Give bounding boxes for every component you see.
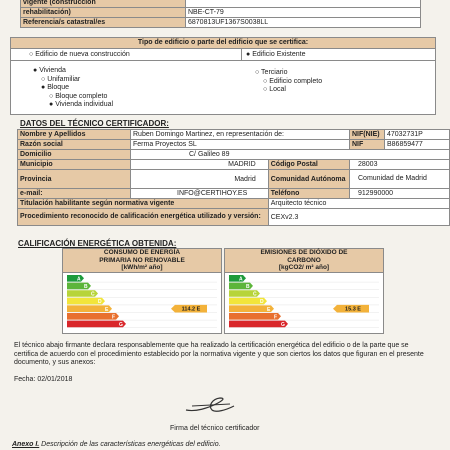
domicilio-value-text: C/ Galileo 89	[189, 151, 230, 158]
consumo-bar-label-f: F	[112, 313, 116, 320]
option-vivienda-label: Vivienda	[39, 67, 66, 74]
emisiones-header	[225, 249, 383, 273]
consumo-chart	[62, 248, 222, 334]
provincia-value-text: Madrid	[234, 175, 256, 183]
ca-value-text: Comunidad de Madrid	[358, 175, 427, 183]
consumo-bar-a	[67, 275, 84, 282]
emisiones-chart	[224, 248, 384, 334]
consumo-header-line-1: CONSUMO DE ENERGÍA	[103, 249, 181, 256]
consumo-bar-label-e: E	[105, 306, 109, 313]
consumo-bar-label-b: B	[84, 283, 88, 290]
municipio-value	[131, 160, 269, 170]
option-edificio-completo[interactable]: ○ Edificio completo	[263, 77, 323, 85]
municipio-value-text: MADRID	[228, 161, 256, 168]
titulacion-label-text: Titulación habilitante según normativa vigente	[20, 200, 175, 207]
top-row-0-value-text: NBE-CT-79	[188, 9, 224, 16]
domicilio-value	[131, 150, 450, 160]
consumo-bar-label-a: A	[77, 275, 81, 282]
option-existing-label: Edificio Existente	[252, 51, 306, 58]
razon-value	[131, 140, 350, 150]
top-table	[20, 0, 421, 28]
declaration-text: El técnico abajo firmante declara responsablemente que ha realizado la certificación energética del edificio o de la parte que se certifica de acuerdo con el procedimiento establecido por la normativa vigente y que son ciertos los datos que figuran en el presente documento, y sus anexos:	[14, 342, 424, 366]
consumo-bar-label-d: D	[98, 298, 102, 305]
option-new-label: Edificio de nueva construcción	[35, 51, 130, 58]
consumo-bar-label-c: C	[91, 291, 95, 298]
emisiones-rating-value: 15.3 E	[345, 306, 361, 313]
option-unifamiliar[interactable]: ○ Unifamiliar	[41, 75, 81, 83]
email-label	[18, 189, 131, 199]
municipio-label	[18, 160, 131, 170]
top-row-1-value-text: 6870813UF1367S0038LL	[188, 19, 269, 26]
top-row-1-label-text: Referencia/s catastral/es	[23, 19, 106, 26]
calificacion-title: CALIFICACIÓN ENERGÉTICA OBTENIDA:	[18, 239, 177, 248]
name-label-text: Nombre y Apellidos	[20, 131, 86, 138]
option-vivienda-individual-label: Vivienda individual	[55, 101, 114, 108]
name-value	[131, 130, 350, 140]
option-local[interactable]: ○ Local	[263, 86, 286, 93]
consumo-header-line-3: [kWh/m² año]	[121, 264, 163, 271]
option-edificio-completo-label: Edificio completo	[269, 77, 323, 85]
cp-value-text: 28003	[358, 161, 378, 168]
anexo-line	[12, 441, 221, 450]
cp-label-text: Código Postal	[270, 161, 318, 168]
option-unifamiliar-label: Unifamiliar	[47, 75, 81, 83]
nif-nie-label-text: NIF(NIE)	[352, 131, 380, 138]
right-options	[245, 67, 322, 110]
consumo-rating-value: 114.2 E	[181, 306, 201, 313]
top-row-0-value	[186, 8, 421, 18]
consumo-bar-label-g: G	[119, 321, 123, 328]
nif-nie-value-text: 47032731P	[387, 131, 423, 138]
email-label-text: e-mail:	[20, 190, 43, 197]
email-value[interactable]	[131, 189, 269, 199]
option-vivienda[interactable]: ● Vivienda	[33, 67, 66, 74]
anexo-bold: Anexo I.	[12, 441, 40, 448]
firma-text: Firma del técnico certificador	[170, 425, 260, 432]
telefono-label-text: Teléfono	[270, 190, 300, 197]
emisiones-bar-label-d: D	[260, 298, 264, 305]
provincia-label-text: Provincia	[20, 175, 52, 183]
razon-label-text: Razón social	[20, 141, 63, 148]
titulacion-value	[268, 199, 449, 209]
cp-label	[268, 160, 349, 170]
nif-label-text: NIF	[352, 141, 364, 148]
top-row-1-label	[21, 18, 186, 28]
emisiones-bar-label-g: G	[281, 321, 285, 328]
emisiones-bar-label-c: C	[253, 291, 257, 298]
nif-nie-value	[385, 130, 450, 140]
top-row-0-label	[21, 8, 186, 18]
option-bloque[interactable]: ● Bloque	[41, 84, 69, 91]
procedimiento-label-text: Procedimiento reconocido de calificación energética utilizado y versión:	[20, 213, 261, 221]
ca-label-text: Comunidad Autónoma	[270, 175, 346, 183]
ca-value	[350, 170, 450, 189]
email-value-text: INFO@CERTIHOY.ES	[177, 190, 248, 197]
emisiones-bar-a	[229, 275, 246, 282]
top-row-0-label-text: rehabilitación)	[23, 9, 71, 16]
option-bloque-label: Bloque	[47, 84, 69, 91]
emisiones-header-line-2: CARBONO	[287, 256, 321, 264]
emisiones-bar-label-f: F	[274, 313, 278, 320]
name-value-text: Ruben Domingo Martinez, en representación de:	[133, 131, 284, 138]
telefono-label	[268, 189, 349, 199]
option-local-label: Local	[269, 86, 286, 93]
name-label	[18, 130, 131, 140]
option-terciario[interactable]: ○ Terciario	[255, 69, 288, 76]
top-cut-label	[21, 0, 186, 8]
building-type-box	[10, 37, 436, 115]
titulacion-value-text: Arquitecto técnico	[270, 200, 327, 207]
procedimiento-label	[18, 209, 269, 226]
consumo-bar-g	[67, 320, 126, 327]
emisiones-bar-label-a: A	[239, 275, 243, 282]
option-bloque-completo-label: Bloque completo	[55, 92, 108, 100]
building-type-header: Tipo de edificio o parte del edificio que se certifica:	[11, 38, 435, 49]
telefono-value-text: 912990000	[358, 190, 394, 197]
emisiones-header-line-3: [kgCO2/ m² año]	[278, 264, 330, 271]
titulacion-label	[18, 199, 269, 209]
option-existing[interactable]: ● Edificio Existente	[241, 49, 306, 60]
municipio-label-text: Municipio	[20, 161, 53, 168]
procedimiento-value-text: CEXv2.3	[270, 213, 299, 221]
emisiones-scale	[225, 273, 383, 333]
top-cut-value	[186, 0, 421, 8]
consumo-header-line-2: PRIMARIA NO RENOVABLE	[99, 256, 185, 264]
anexo-text: Descripción de las características energéticas del edificio.	[39, 441, 221, 448]
left-options	[11, 67, 245, 110]
nif-label	[350, 140, 385, 150]
option-new-construction[interactable]: ○ Edificio de nueva construcción	[29, 51, 130, 58]
certifier-title: DATOS DEL TÉCNICO CERTIFICADOR:	[20, 119, 169, 128]
fecha-text: Fecha: 02/01/2018	[14, 376, 73, 383]
building-type-options	[11, 61, 435, 110]
razon-label	[18, 140, 131, 150]
domicilio-label-text: Domicilio	[20, 151, 52, 158]
procedimiento-value	[268, 209, 449, 226]
domicilio-label	[18, 150, 131, 160]
nif-value	[385, 140, 450, 150]
nif-nie-label	[350, 130, 385, 140]
consumo-scale	[63, 273, 221, 333]
emisiones-bar-label-e: E	[267, 306, 271, 313]
provincia-value	[131, 170, 269, 189]
emisiones-header-line-1: EMISIONES DE DIÓXIDO DE	[260, 249, 348, 256]
top-row-1-value	[186, 18, 421, 28]
option-bloque-completo[interactable]: ○ Bloque completo	[49, 92, 108, 100]
option-vivienda-individual[interactable]: ● Vivienda individual	[49, 101, 114, 108]
telefono-value	[350, 189, 450, 199]
nif-value-text: B86859477	[387, 141, 423, 148]
consumo-header	[63, 249, 221, 273]
top-cut-label-text: vigente (construcción	[23, 0, 96, 6]
emisiones-bar-g	[229, 320, 288, 327]
emisiones-bar-label-b: B	[246, 283, 250, 290]
cp-value	[350, 160, 450, 170]
provincia-label	[18, 170, 131, 189]
signature	[182, 392, 242, 418]
ca-label	[268, 170, 349, 189]
building-type-new-existing	[11, 49, 435, 61]
razon-value-text: Ferma Proyectos SL	[133, 141, 197, 148]
certifier-table	[17, 129, 450, 226]
option-terciario-label: Terciario	[261, 69, 288, 76]
